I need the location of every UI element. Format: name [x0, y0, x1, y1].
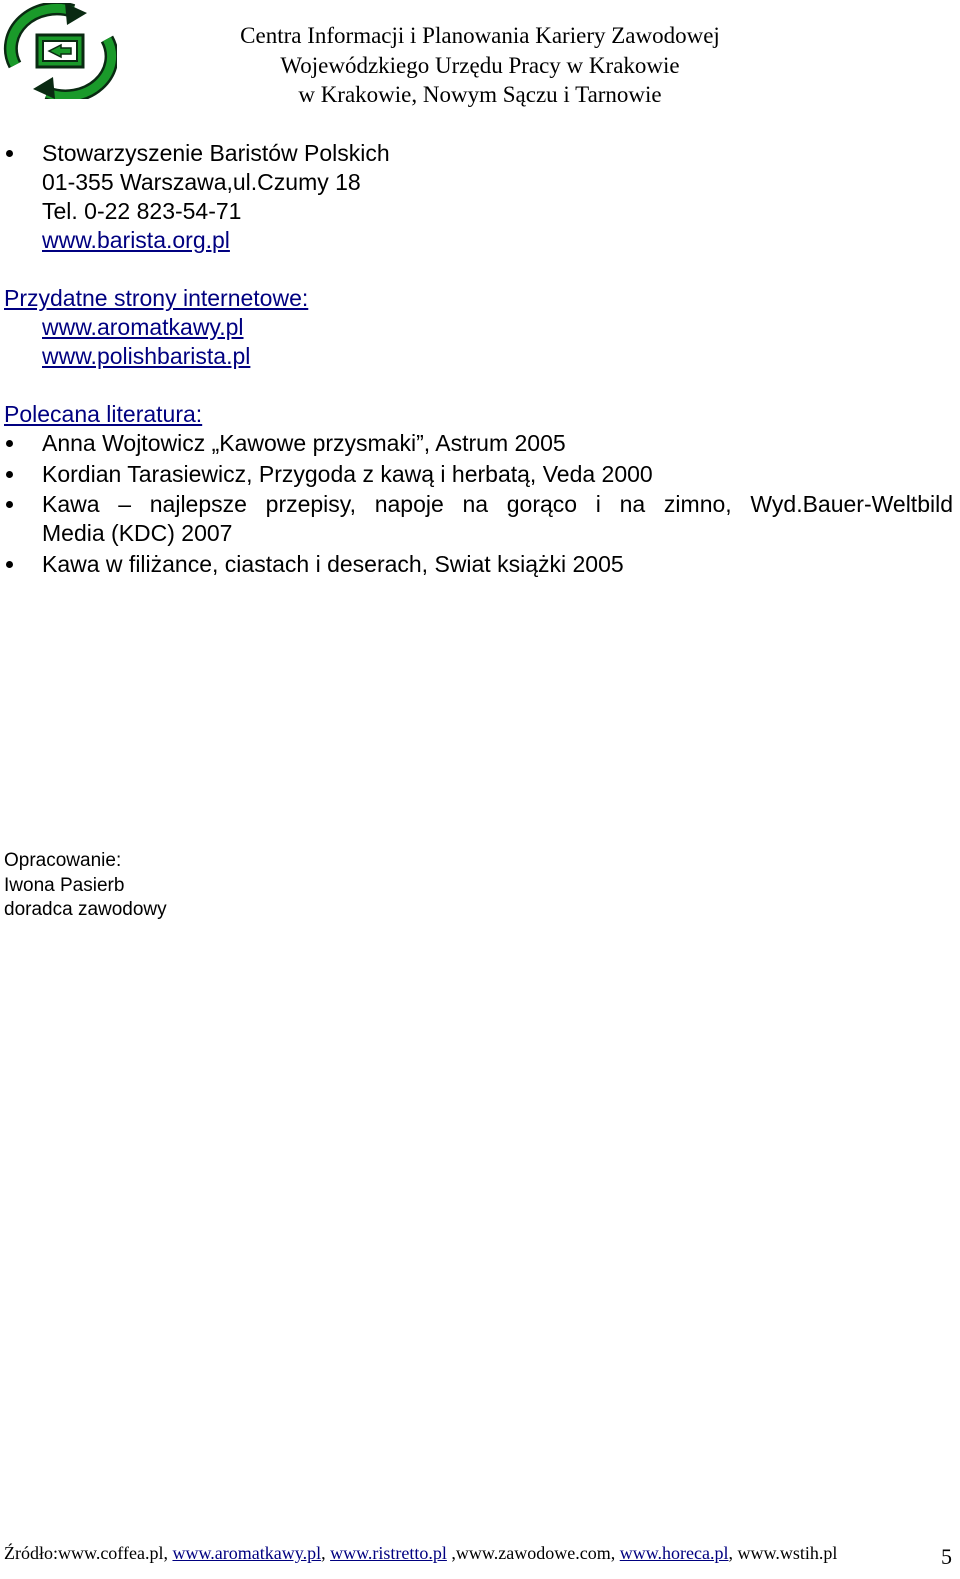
list-item — [0, 550, 960, 579]
header-line-1: Centra Informacji i Planowania Kariery Zawodowej — [240, 23, 720, 48]
bullet-icon — [6, 501, 13, 508]
literature-item: Kawa – najlepsze przepisy, napoje na gorąco i na zimno, Wyd.Bauer-Weltbild — [42, 491, 953, 517]
organization-address: 01-355 Warszawa,ul.Czumy 18 — [42, 169, 361, 195]
author-name: Iwona Pasierb — [4, 874, 125, 896]
organization-name: Stowarzyszenie Baristów Polskich — [42, 140, 390, 166]
literature-title: Polecana literatura: — [4, 401, 203, 427]
link-polishbarista[interactable]: www.polishbarista.pl — [42, 343, 251, 369]
list-item — [0, 490, 960, 548]
header-line-2: Wojewódzkiego Urzędu Pracy w Krakowie — [280, 52, 680, 78]
organization-block — [0, 139, 960, 255]
footer-link-horeca[interactable]: www.horeca.pl — [619, 1543, 729, 1563]
header — [200, 21, 760, 110]
organization-website-link[interactable]: www.barista.org.pl — [42, 227, 230, 253]
literature-item: Kawa w filiżance, ciastach i deserach, Swiat książki 2005 — [42, 550, 624, 577]
author-block — [4, 849, 167, 923]
footer-link-ristretto[interactable]: www.ristretto.pl — [330, 1543, 447, 1563]
header-line-3: w Krakowie, Nowym Sączu i Tarnowie — [298, 82, 662, 107]
link-aromatkawy[interactable]: www.aromatkawy.pl — [42, 314, 244, 340]
list-item — [0, 429, 960, 458]
literature-list — [0, 429, 960, 580]
bullet-icon — [6, 150, 13, 157]
bullet-icon — [6, 471, 13, 478]
literature-item: Kordian Tarasiewicz, Przygoda z kawą i herbatą, Veda 2000 — [42, 460, 653, 487]
useful-sites-links — [42, 313, 250, 371]
bullet-icon — [6, 440, 13, 447]
bullet-icon — [6, 561, 13, 568]
organization-phone: Tel. 0-22 823-54-71 — [42, 198, 242, 224]
logo-graphic — [3, 3, 117, 99]
author-role: doradca zawodowy — [4, 899, 167, 920]
literature-item: Anna Wojtowicz „Kawowe przysmaki”, Astrum 2005 — [42, 430, 566, 456]
footer-sources: Źródło:www.coffea.pl, www.aromatkawy.pl, www.ristretto.pl ,www.zawodowe.com, www.horeca.pl, www.wstih.pl — [4, 1543, 838, 1563]
list-item — [0, 139, 960, 255]
literature-item-continuation: Media (KDC) 2007 — [42, 520, 233, 546]
list-item — [0, 460, 960, 489]
logo — [3, 3, 117, 99]
author-label: Opracowanie: — [4, 850, 122, 871]
page-number: 5 — [941, 1544, 952, 1569]
footer-link-aromatkawy[interactable]: www.aromatkawy.pl — [172, 1543, 322, 1563]
useful-sites-title: Przydatne strony internetowe: — [4, 285, 309, 311]
